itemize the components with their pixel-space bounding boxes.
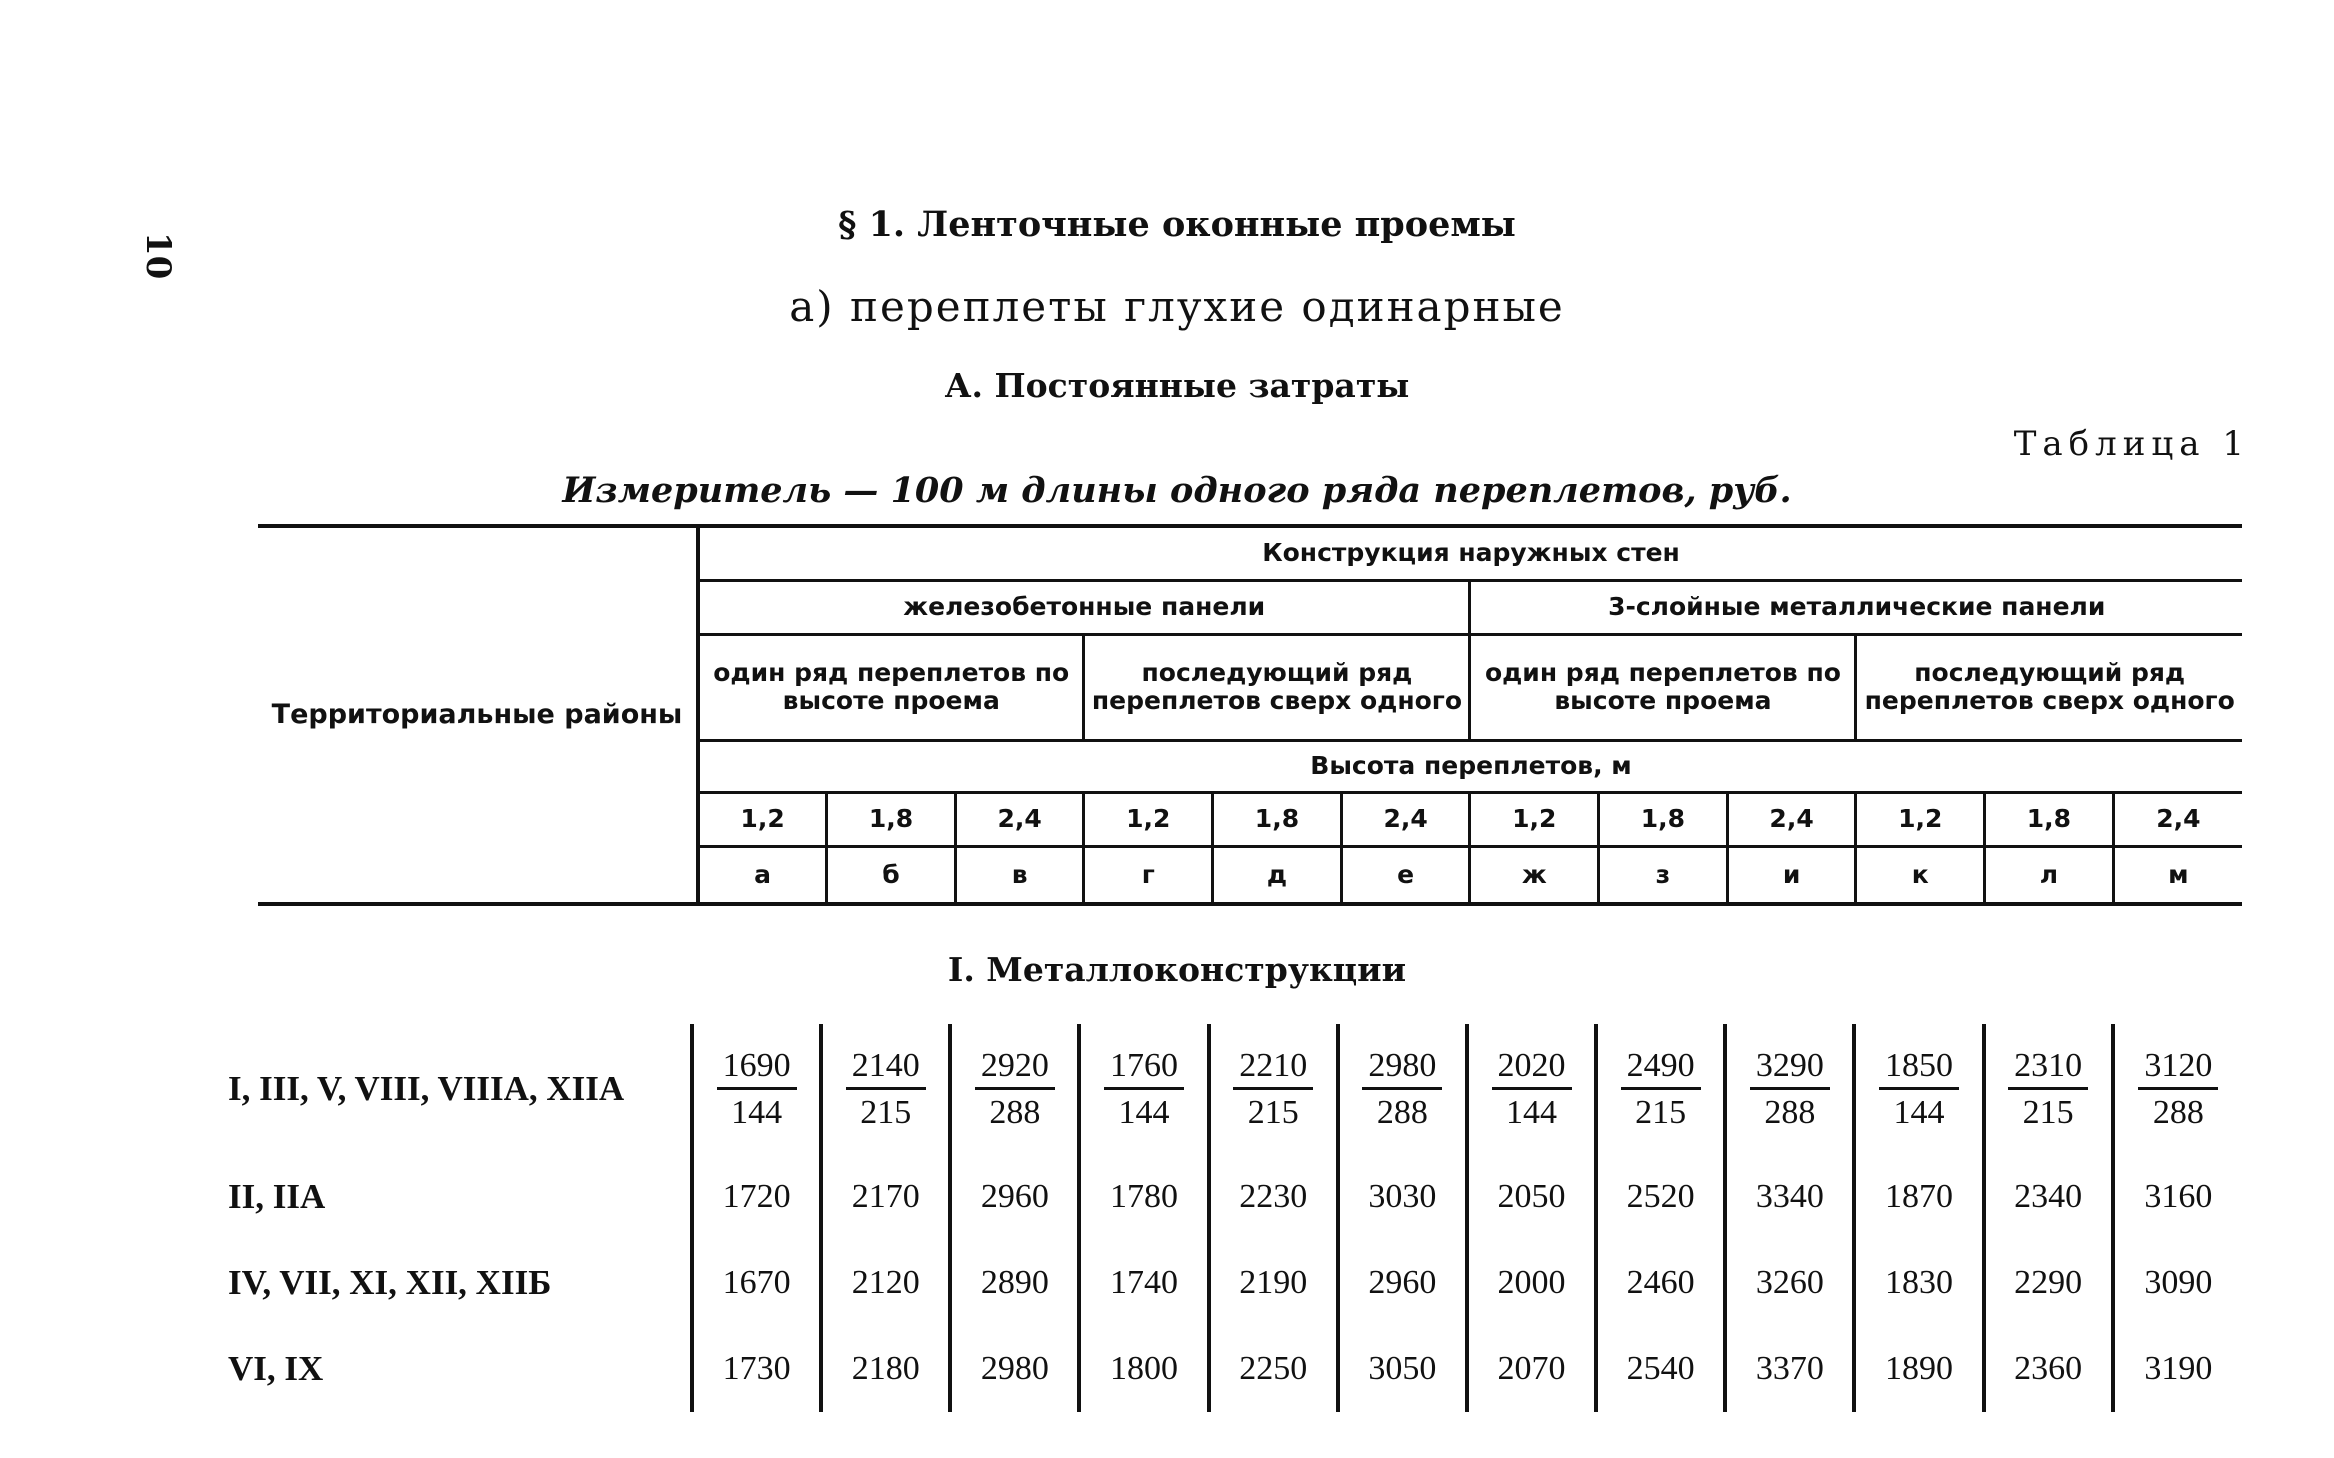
value-denominator: 288 (1376, 1093, 1428, 1131)
height-cell: 1,8 (1213, 792, 1342, 846)
regions-column-header: Территориальные районы (258, 526, 698, 904)
region-label: I, III, V, VIII, VIIIA, XIIA (228, 1069, 625, 1108)
value-cell: 2000 (1467, 1240, 1596, 1326)
value-cell (1209, 1024, 1338, 1154)
column-letter: ж (1470, 846, 1599, 904)
page-number: 10 (138, 232, 178, 280)
region-label: II, IIA (228, 1177, 326, 1216)
value-numerator: 2020 (1492, 1047, 1572, 1090)
height-header: Высота переплетов, м (698, 740, 2242, 792)
height-cell: 2,4 (1341, 792, 1470, 846)
value-denominator: 215 (2022, 1093, 2074, 1131)
value-numerator: 1760 (1104, 1047, 1184, 1090)
column-letter: г (1084, 846, 1213, 904)
table-row (228, 1326, 2242, 1412)
value-numerator: 1850 (1879, 1047, 1959, 1090)
height-cell: 2,4 (2113, 792, 2242, 846)
region-label: IV, VII, XI, XII, XIIБ (228, 1263, 552, 1302)
table-row (228, 1154, 2242, 1240)
column-letter: з (1599, 846, 1728, 904)
value-cell: 2960 (950, 1154, 1079, 1240)
value-cell: 1670 (692, 1240, 821, 1326)
value-cell (2113, 1024, 2242, 1154)
value-cell: 2460 (1596, 1240, 1725, 1326)
value-cell: 1890 (1854, 1326, 1983, 1412)
value-cell: 3050 (1338, 1326, 1467, 1412)
value-cell: 2230 (1209, 1154, 1338, 1240)
column-letter: м (2113, 846, 2242, 904)
table-header (258, 524, 2242, 906)
value-numerator: 2490 (1621, 1047, 1701, 1090)
subgroup-header-next-row: последующий ряд переплетов сверх одного (1084, 634, 1470, 740)
value-cell: 3160 (2113, 1154, 2242, 1240)
column-letter: в (955, 846, 1084, 904)
value-cell (1079, 1024, 1208, 1154)
value-cell: 2960 (1338, 1240, 1467, 1326)
value-denominator: 144 (1118, 1093, 1170, 1131)
value-cell: 2890 (950, 1240, 1079, 1326)
data-table (228, 1024, 2242, 1412)
section-title: I. Металлоконструкции (947, 950, 1407, 989)
table-row (228, 1240, 2242, 1326)
value-cell (1596, 1024, 1725, 1154)
value-cell: 3340 (1725, 1154, 1854, 1240)
value-numerator: 3120 (2138, 1047, 2218, 1090)
value-cell: 2980 (950, 1326, 1079, 1412)
value-cell: 2520 (1596, 1154, 1725, 1240)
value-cell: 1780 (1079, 1154, 1208, 1240)
column-letter: е (1341, 846, 1470, 904)
value-cell: 1740 (1079, 1240, 1208, 1326)
value-numerator: 2210 (1233, 1047, 1313, 1090)
value-cell: 2250 (1209, 1326, 1338, 1412)
table-label: Таблица 1 (2013, 424, 2250, 464)
value-numerator: 2310 (2008, 1047, 2088, 1090)
value-cell: 2170 (821, 1154, 950, 1240)
value-cell: 3190 (2113, 1326, 2242, 1412)
column-letter: и (1727, 846, 1856, 904)
value-denominator: 144 (731, 1093, 783, 1131)
group-header-metal: 3-слойные металлические панели (1470, 580, 2242, 634)
value-denominator: 215 (1635, 1093, 1687, 1131)
value-cell: 2050 (1467, 1154, 1596, 1240)
value-cell: 1730 (692, 1326, 821, 1412)
subgroup-header-next-row-metal: последующий ряд переплетов сверх одного (1856, 634, 2242, 740)
subgroup-header-one-row: один ряд переплетов по высоте проема (698, 634, 1084, 740)
value-cell (821, 1024, 950, 1154)
value-cell: 3260 (1725, 1240, 1854, 1326)
region-label: VI, IX (228, 1349, 324, 1388)
height-cell: 1,8 (827, 792, 956, 846)
value-denominator: 288 (2152, 1093, 2204, 1131)
value-cell: 3030 (1338, 1154, 1467, 1240)
value-cell (1854, 1024, 1983, 1154)
value-denominator: 215 (860, 1093, 912, 1131)
value-cell (692, 1024, 821, 1154)
value-cell: 1800 (1079, 1326, 1208, 1412)
value-numerator: 2140 (846, 1047, 926, 1090)
column-letter: л (1985, 846, 2114, 904)
value-cell (950, 1024, 1079, 1154)
value-denominator: 288 (1764, 1093, 1816, 1131)
height-cell: 1,2 (1856, 792, 1985, 846)
value-numerator: 1690 (717, 1047, 797, 1090)
section-heading: § 1. Ленточные оконные проемы (838, 204, 1516, 245)
column-letter: д (1213, 846, 1342, 904)
part-heading: А. Постоянные затраты (944, 366, 1410, 405)
value-cell (1467, 1024, 1596, 1154)
height-cell: 1,8 (1599, 792, 1728, 846)
value-cell (1984, 1024, 2113, 1154)
value-cell: 1870 (1854, 1154, 1983, 1240)
group-header-concrete: железобетонные панели (698, 580, 1470, 634)
value-denominator: 144 (1893, 1093, 1945, 1131)
column-letter: а (698, 846, 827, 904)
table-row (228, 1024, 2242, 1154)
column-letter: к (1856, 846, 1985, 904)
value-numerator: 2980 (1362, 1047, 1442, 1090)
construction-header: Конструкция наружных стен (698, 526, 2242, 580)
subgroup-header-one-row-metal: один ряд переплетов по высоте проема (1470, 634, 1856, 740)
value-cell: 3090 (2113, 1240, 2242, 1326)
unit-caption: Измеритель — 100 м длины одного ряда переплетов, руб. (562, 470, 1792, 511)
height-cell: 1,2 (1084, 792, 1213, 846)
value-cell: 2290 (1984, 1240, 2113, 1326)
value-cell (1338, 1024, 1467, 1154)
value-denominator: 144 (1506, 1093, 1558, 1131)
height-cell: 1,8 (1985, 792, 2114, 846)
value-cell: 2120 (821, 1240, 950, 1326)
value-cell: 2540 (1596, 1326, 1725, 1412)
value-numerator: 3290 (1750, 1047, 1830, 1090)
height-cell: 2,4 (955, 792, 1084, 846)
subsection-heading: а) переплеты глухие одинарные (789, 282, 1565, 331)
value-cell (1725, 1024, 1854, 1154)
value-denominator: 215 (1247, 1093, 1299, 1131)
value-numerator: 2920 (975, 1047, 1055, 1090)
value-cell: 2190 (1209, 1240, 1338, 1326)
value-denominator: 288 (989, 1093, 1041, 1131)
height-cell: 1,2 (698, 792, 827, 846)
column-letter: б (827, 846, 956, 904)
value-cell: 2070 (1467, 1326, 1596, 1412)
value-cell: 3370 (1725, 1326, 1854, 1412)
height-cell: 2,4 (1727, 792, 1856, 846)
height-cell: 1,2 (1470, 792, 1599, 846)
value-cell: 2340 (1984, 1154, 2113, 1240)
value-cell: 1720 (692, 1154, 821, 1240)
value-cell: 1830 (1854, 1240, 1983, 1326)
value-cell: 2180 (821, 1326, 950, 1412)
value-cell: 2360 (1984, 1326, 2113, 1412)
